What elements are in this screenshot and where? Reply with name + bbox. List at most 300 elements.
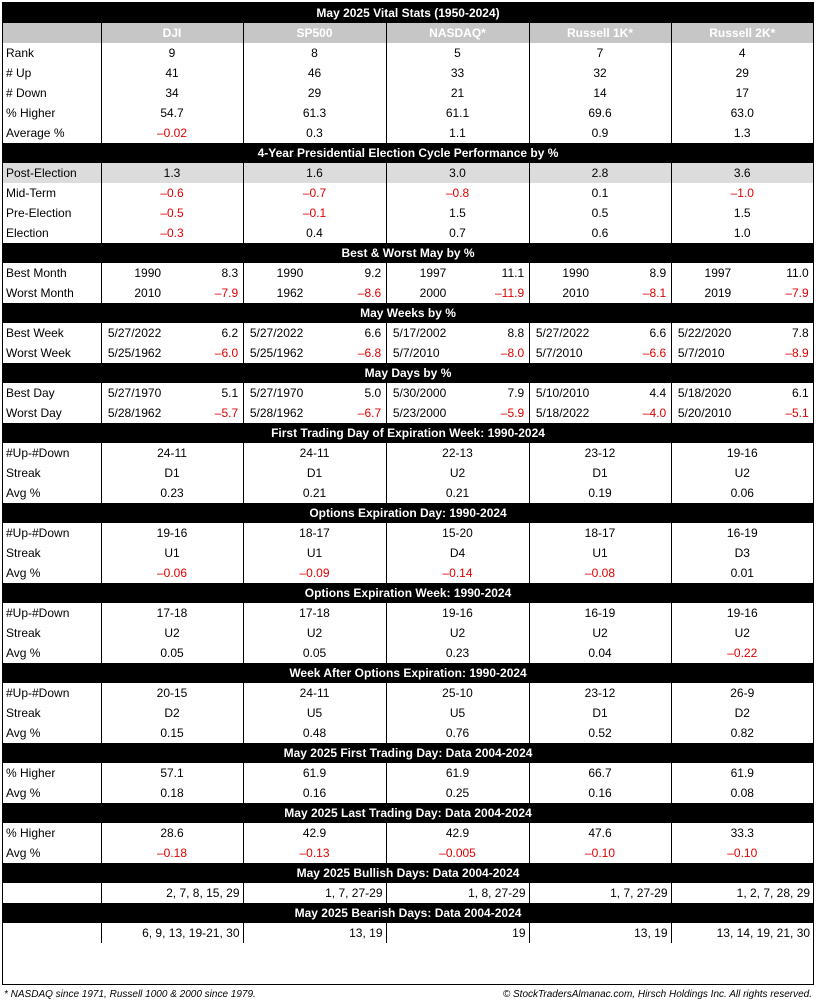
value-cell: 19-16 <box>386 603 529 623</box>
value-cell: 18-17 <box>529 523 671 543</box>
last-trading-day-row <box>3 823 813 843</box>
value-cell: 21 <box>386 83 529 103</box>
value-cell: 69.6 <box>529 103 671 123</box>
bearish-days-row <box>3 923 813 943</box>
pair-cell <box>243 283 386 303</box>
value-cell: 0.48 <box>243 723 386 743</box>
value-cell: 1.0 <box>671 223 813 243</box>
year-value: 2010 <box>562 286 590 300</box>
value-cell: U2 <box>101 623 243 643</box>
percent-value: –6.6 <box>642 346 667 360</box>
value-cell: 61.9 <box>386 763 529 783</box>
value-cell: 0.23 <box>101 483 243 503</box>
value-cell: –0.08 <box>529 563 671 583</box>
row-label: # Down <box>6 86 47 100</box>
pair-cell <box>101 263 243 283</box>
value-cell: 57.1 <box>101 763 243 783</box>
percent-value: 8.9 <box>649 266 667 280</box>
value-cell: 7 <box>529 43 671 63</box>
value-cell: 32 <box>529 63 671 83</box>
pair-cell <box>243 403 386 423</box>
date-value: 5/23/2000 <box>392 406 447 420</box>
pair-cell <box>386 283 529 303</box>
percent-value: 6.1 <box>792 386 809 400</box>
value-cell: 0.76 <box>386 723 529 743</box>
pair-cell <box>529 343 671 363</box>
row-label: Streak <box>6 466 41 480</box>
column-header-blank <box>3 23 101 43</box>
value-cell: 26-9 <box>671 683 813 703</box>
value-cell: 19-16 <box>101 523 243 543</box>
pair-cell <box>529 403 671 423</box>
days-cell: 1, 2, 7, 28, 29 <box>671 883 813 903</box>
year-value: 1990 <box>276 266 304 280</box>
value-cell: 0.15 <box>101 723 243 743</box>
value-cell: –0.7 <box>243 183 386 203</box>
value-cell: 8 <box>243 43 386 63</box>
days-cell: 13, 14, 19, 21, 30 <box>671 923 813 943</box>
days-cell: 1, 7, 27-29 <box>529 883 671 903</box>
days-cell: 13, 19 <box>529 923 671 943</box>
value-cell: 23-12 <box>529 683 671 703</box>
value-cell: 66.7 <box>529 763 671 783</box>
value-cell: 1.5 <box>386 203 529 223</box>
options-expiration-week-header-row <box>3 583 813 603</box>
row-label: Streak <box>6 706 41 720</box>
row-label: Worst Day <box>6 406 62 420</box>
footer-credit: © StockTradersAlmanac.com, Hirsch Holdings Inc. All rights reserved. <box>502 989 812 1000</box>
row-label: Streak <box>6 626 41 640</box>
percent-value: –5.7 <box>214 406 239 420</box>
value-cell: –0.06 <box>101 563 243 583</box>
value-cell: –0.5 <box>101 203 243 223</box>
first-expiration-week-header-row <box>3 423 813 443</box>
week-after-expiration-header-row <box>3 663 813 683</box>
value-cell: 24-11 <box>243 683 386 703</box>
value-cell: –0.1 <box>243 203 386 223</box>
value-cell: 19-16 <box>671 603 813 623</box>
options-expiration-day-row <box>3 543 813 563</box>
value-cell: 1.6 <box>243 163 386 183</box>
value-cell: D2 <box>101 703 243 723</box>
column-header: NASDAQ* <box>386 23 529 43</box>
may-weeks-header-row <box>3 303 813 323</box>
column-header: DJI <box>101 23 243 43</box>
year-value: 2010 <box>134 286 162 300</box>
row-label: # Up <box>6 66 32 80</box>
row-label: Best Month <box>6 266 67 280</box>
value-cell: U5 <box>386 703 529 723</box>
pair-cell <box>386 263 529 283</box>
value-cell: 17-18 <box>101 603 243 623</box>
row-label: Average % <box>6 126 65 140</box>
value-cell: 3.0 <box>386 163 529 183</box>
value-cell: 25-10 <box>386 683 529 703</box>
value-cell: –0.02 <box>101 123 243 143</box>
best-worst-may-header-row <box>3 243 813 263</box>
year-value: 2000 <box>419 286 447 300</box>
value-cell: –0.10 <box>529 843 671 863</box>
year-value: 2019 <box>704 286 732 300</box>
value-cell: 54.7 <box>101 103 243 123</box>
value-cell: 47.6 <box>529 823 671 843</box>
date-value: 5/27/2022 <box>535 326 590 340</box>
date-value: 5/18/2022 <box>535 406 590 420</box>
date-value: 5/22/2020 <box>677 326 732 340</box>
election-cycle-title: 4-Year Presidential Election Cycle Performance by % <box>3 143 813 163</box>
days-cell: 13, 19 <box>243 923 386 943</box>
first-expiration-week-title: First Trading Day of Expiration Week: 1990-2024 <box>3 423 813 443</box>
percent-value: –8.9 <box>785 346 809 360</box>
pair-cell <box>529 323 671 343</box>
percent-value: –6.8 <box>357 346 382 360</box>
week-after-expiration-row <box>3 703 813 723</box>
pair-cell <box>101 323 243 343</box>
value-cell: 0.7 <box>386 223 529 243</box>
row-label: % Higher <box>6 826 56 840</box>
year-value: 1997 <box>704 266 732 280</box>
value-cell: 0.6 <box>529 223 671 243</box>
percent-value: –11.9 <box>494 286 525 300</box>
value-cell: 0.25 <box>386 783 529 803</box>
may-weeks-row <box>3 323 813 343</box>
value-cell: U5 <box>243 703 386 723</box>
value-cell: –0.3 <box>101 223 243 243</box>
row-label: Avg % <box>6 646 41 660</box>
days-cell: 6, 9, 13, 19-21, 30 <box>101 923 243 943</box>
last-trading-day-title: May 2025 Last Trading Day: Data 2004-2024 <box>3 803 813 823</box>
date-value: 5/25/1962 <box>107 346 162 360</box>
percent-value: 6.6 <box>649 326 667 340</box>
value-cell: 61.3 <box>243 103 386 123</box>
value-cell: 0.52 <box>529 723 671 743</box>
date-value: 5/27/2022 <box>249 326 304 340</box>
stats-frame <box>2 2 814 985</box>
value-cell: 0.16 <box>529 783 671 803</box>
value-cell: 0.16 <box>243 783 386 803</box>
value-cell: U2 <box>386 463 529 483</box>
vital-stats-title: May 2025 Vital Stats (1950-2024) <box>3 3 813 23</box>
row-label: Avg % <box>6 846 41 860</box>
row-label: Avg % <box>6 726 41 740</box>
value-cell: U2 <box>671 623 813 643</box>
value-cell: D3 <box>671 543 813 563</box>
may-days-row <box>3 403 813 423</box>
value-cell: 5 <box>386 43 529 63</box>
value-cell: 18-17 <box>243 523 386 543</box>
percent-value: 5.0 <box>364 386 382 400</box>
value-cell: 0.82 <box>671 723 813 743</box>
value-cell: U2 <box>243 623 386 643</box>
days-cell: 19 <box>386 923 529 943</box>
value-cell: –0.13 <box>243 843 386 863</box>
value-cell: 2.8 <box>529 163 671 183</box>
value-cell: 17-18 <box>243 603 386 623</box>
percent-value: –8.1 <box>642 286 667 300</box>
vital-stats-row <box>3 83 813 103</box>
year-value: 1997 <box>419 266 447 280</box>
value-cell: 41 <box>101 63 243 83</box>
row-label: Best Day <box>6 386 55 400</box>
pair-cell <box>101 343 243 363</box>
may-days-header-row <box>3 363 813 383</box>
value-cell: 3.6 <box>671 163 813 183</box>
pair-cell <box>671 263 813 283</box>
value-cell: 63.0 <box>671 103 813 123</box>
percent-value: 6.2 <box>221 326 239 340</box>
row-label: #Up-#Down <box>6 606 70 620</box>
value-cell: 0.19 <box>529 483 671 503</box>
percent-value: –8.0 <box>500 346 525 360</box>
row-label: #Up-#Down <box>6 446 70 460</box>
value-cell: U1 <box>243 543 386 563</box>
row-label-blank <box>3 923 101 943</box>
first-expiration-week-row <box>3 443 813 463</box>
election-cycle-row <box>3 183 813 203</box>
date-value: 5/17/2002 <box>392 326 447 340</box>
date-value: 5/20/2010 <box>677 406 732 420</box>
date-value: 5/28/1962 <box>107 406 162 420</box>
value-cell: 19-16 <box>671 443 813 463</box>
may-weeks-title: May Weeks by % <box>3 303 813 323</box>
value-cell: 61.9 <box>243 763 386 783</box>
column-header: SP500 <box>243 23 386 43</box>
days-cell: 1, 7, 27-29 <box>243 883 386 903</box>
first-trading-day-header-row <box>3 743 813 763</box>
value-cell: 0.05 <box>243 643 386 663</box>
date-value: 5/27/1970 <box>107 386 162 400</box>
value-cell: –0.14 <box>386 563 529 583</box>
value-cell: 0.01 <box>671 563 813 583</box>
best-worst-may-title: Best & Worst May by % <box>3 243 813 263</box>
value-cell: U1 <box>529 543 671 563</box>
value-cell: 1.1 <box>386 123 529 143</box>
value-cell: 4 <box>671 43 813 63</box>
pair-cell <box>529 263 671 283</box>
election-cycle-row <box>3 203 813 223</box>
value-cell: D4 <box>386 543 529 563</box>
may-weeks-row <box>3 343 813 363</box>
options-expiration-week-row <box>3 603 813 623</box>
first-expiration-week-row <box>3 463 813 483</box>
election-cycle-header-row <box>3 143 813 163</box>
pair-cell <box>386 403 529 423</box>
value-cell: 42.9 <box>386 823 529 843</box>
value-cell: 0.05 <box>101 643 243 663</box>
options-expiration-week-row <box>3 623 813 643</box>
percent-value: –5.1 <box>785 406 809 420</box>
percent-value: –8.6 <box>357 286 382 300</box>
value-cell: U1 <box>101 543 243 563</box>
date-value: 5/7/2010 <box>677 346 725 360</box>
value-cell: 24-11 <box>243 443 386 463</box>
last-trading-day-row <box>3 843 813 863</box>
row-label: Pre-Election <box>6 206 72 220</box>
first-expiration-week-row <box>3 483 813 503</box>
pair-cell <box>101 403 243 423</box>
value-cell: 61.9 <box>671 763 813 783</box>
week-after-expiration-row <box>3 683 813 703</box>
value-cell: –0.005 <box>386 843 529 863</box>
days-cell: 1, 8, 27-29 <box>386 883 529 903</box>
year-value: 1962 <box>276 286 304 300</box>
row-label: % Higher <box>6 766 56 780</box>
bearish-days-header-row <box>3 903 813 923</box>
value-cell: 46 <box>243 63 386 83</box>
value-cell: –0.18 <box>101 843 243 863</box>
percent-value: 5.1 <box>221 386 239 400</box>
value-cell: D1 <box>101 463 243 483</box>
value-cell: 24-11 <box>101 443 243 463</box>
value-cell: 29 <box>671 63 813 83</box>
vital-stats-row <box>3 43 813 63</box>
row-label-blank <box>3 883 101 903</box>
date-value: 5/7/2010 <box>392 346 440 360</box>
first-trading-day-row <box>3 783 813 803</box>
value-cell: D1 <box>529 463 671 483</box>
pair-cell <box>671 323 813 343</box>
date-value: 5/27/2022 <box>107 326 162 340</box>
row-label: Post-Election <box>3 163 101 183</box>
options-expiration-day-row <box>3 563 813 583</box>
row-label: Worst Month <box>6 286 74 300</box>
pair-cell <box>101 383 243 403</box>
value-cell: 23-12 <box>529 443 671 463</box>
value-cell: U2 <box>386 623 529 643</box>
percent-value: 7.9 <box>507 386 525 400</box>
value-cell: 0.21 <box>386 483 529 503</box>
pair-cell <box>243 323 386 343</box>
value-cell: 0.18 <box>101 783 243 803</box>
row-label: Avg % <box>6 486 41 500</box>
vital-stats-body <box>3 3 813 943</box>
pair-cell <box>386 323 529 343</box>
date-value: 5/30/2000 <box>392 386 447 400</box>
options-expiration-day-header-row <box>3 503 813 523</box>
year-value: 1990 <box>562 266 590 280</box>
value-cell: 20-15 <box>101 683 243 703</box>
value-cell: –1.0 <box>671 183 813 203</box>
row-label: Streak <box>6 546 41 560</box>
first-trading-day-title: May 2025 First Trading Day: Data 2004-2024 <box>3 743 813 763</box>
footer-note: * NASDAQ since 1971, Russell 1000 & 2000 since 1979. <box>4 989 256 1000</box>
percent-value: 8.3 <box>221 266 239 280</box>
row-label: #Up-#Down <box>6 686 70 700</box>
value-cell: –0.6 <box>101 183 243 203</box>
row-label: Avg % <box>6 566 41 580</box>
percent-value: –6.0 <box>214 346 239 360</box>
pair-cell <box>101 283 243 303</box>
value-cell: 33.3 <box>671 823 813 843</box>
value-cell: U2 <box>529 623 671 643</box>
pair-cell <box>243 263 386 283</box>
pair-cell <box>386 383 529 403</box>
value-cell: 1.3 <box>671 123 813 143</box>
percent-value: 8.8 <box>507 326 525 340</box>
vital-stats-table <box>3 3 813 943</box>
pair-cell <box>529 283 671 303</box>
value-cell: 0.5 <box>529 203 671 223</box>
days-cell: 2, 7, 8, 15, 29 <box>101 883 243 903</box>
column-header: Russell 2K* <box>671 23 813 43</box>
percent-value: –7.9 <box>214 286 239 300</box>
may-days-row <box>3 383 813 403</box>
value-cell: 1.5 <box>671 203 813 223</box>
value-cell: 16-19 <box>671 523 813 543</box>
value-cell: U2 <box>671 463 813 483</box>
row-label: Election <box>6 226 49 240</box>
date-value: 5/10/2010 <box>535 386 590 400</box>
vital-stats-row <box>3 63 813 83</box>
date-value: 5/25/1962 <box>249 346 304 360</box>
footer <box>4 987 812 1003</box>
value-cell: 42.9 <box>243 823 386 843</box>
row-label: Best Week <box>6 326 64 340</box>
percent-value: 11.1 <box>501 266 525 280</box>
value-cell: 14 <box>529 83 671 103</box>
value-cell: 0.9 <box>529 123 671 143</box>
pair-cell <box>671 383 813 403</box>
percent-value: –5.9 <box>500 406 525 420</box>
value-cell: 17 <box>671 83 813 103</box>
may-days-title: May Days by % <box>3 363 813 383</box>
percent-value: –7.9 <box>785 286 809 300</box>
best-worst-may-row <box>3 263 813 283</box>
options-expiration-week-row <box>3 643 813 663</box>
election-cycle-row <box>3 163 813 183</box>
best-worst-may-row <box>3 283 813 303</box>
row-label: Mid-Term <box>6 186 56 200</box>
week-after-expiration-title: Week After Options Expiration: 1990-2024 <box>3 663 813 683</box>
percent-value: 9.2 <box>364 266 382 280</box>
value-cell: 22-13 <box>386 443 529 463</box>
row-label: #Up-#Down <box>6 526 70 540</box>
percent-value: 6.6 <box>364 326 382 340</box>
date-value: 5/18/2020 <box>677 386 732 400</box>
value-cell: 0.08 <box>671 783 813 803</box>
value-cell: 0.23 <box>386 643 529 663</box>
value-cell: 0.4 <box>243 223 386 243</box>
percent-value: 11.0 <box>786 266 809 280</box>
value-cell: 0.06 <box>671 483 813 503</box>
value-cell: D1 <box>243 463 386 483</box>
value-cell: 15-20 <box>386 523 529 543</box>
percent-value: 4.4 <box>649 386 667 400</box>
row-label: % Higher <box>6 106 56 120</box>
value-cell: D1 <box>529 703 671 723</box>
year-value: 1990 <box>134 266 162 280</box>
value-cell: 28.6 <box>101 823 243 843</box>
row-label: Avg % <box>6 786 41 800</box>
value-cell: 0.04 <box>529 643 671 663</box>
row-label: Rank <box>6 46 35 60</box>
pair-cell <box>243 383 386 403</box>
value-cell: 61.1 <box>386 103 529 123</box>
pair-cell <box>671 343 813 363</box>
bearish-days-title: May 2025 Bearish Days: Data 2004-2024 <box>3 903 813 923</box>
value-cell: 0.3 <box>243 123 386 143</box>
date-value: 5/28/1962 <box>249 406 304 420</box>
date-value: 5/27/1970 <box>249 386 304 400</box>
row-label: Worst Week <box>6 346 71 360</box>
percent-value: 7.8 <box>792 326 809 340</box>
pair-cell <box>529 383 671 403</box>
options-expiration-day-title: Options Expiration Day: 1990-2024 <box>3 503 813 523</box>
election-cycle-row <box>3 223 813 243</box>
column-header: Russell 1K* <box>529 23 671 43</box>
percent-value: –6.7 <box>357 406 382 420</box>
value-cell: 16-19 <box>529 603 671 623</box>
